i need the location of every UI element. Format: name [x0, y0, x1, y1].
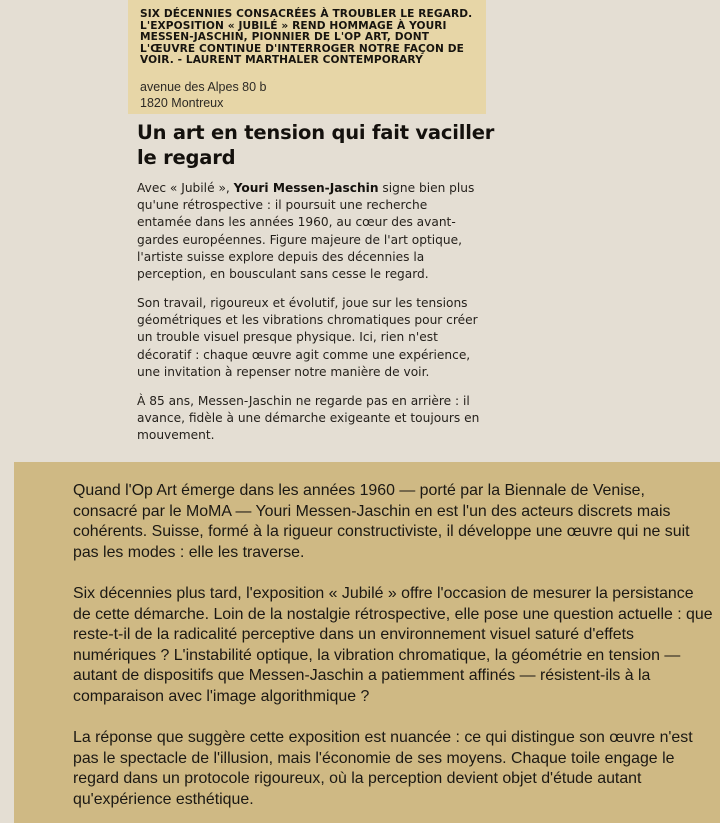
address-street: avenue des Alpes 80 b — [140, 80, 267, 94]
p1-rest: signe bien plus qu'une rétrospective : il poursuit une recherche entamée dans les années 1960, au cœur des avant-gardes européennes. Figure majeure de l'art optique, l'artiste suisse explore depuis des décennies la perception, en bousculant sans cesse le regard. — [137, 181, 475, 282]
article-paragraph-1 — [137, 180, 482, 283]
p1-prefix: Avec « Jubilé », — [137, 181, 234, 195]
address-city: 1820 Montreux — [140, 96, 224, 110]
artist-name: Youri Messen-Jaschin — [233, 181, 379, 195]
gallery-address — [140, 79, 267, 111]
article-paragraph-3: À 85 ans, Messen-Jaschin ne regarde pas en arrière : il avance, fidèle à une démarche exigeante et toujours en mouvement. — [137, 394, 480, 443]
lower-paragraph-3: La réponse que suggère cette exposition est nuancée : ce qui distingue son œuvre n'est pas le spectacle de l'illusion, mais l'économie de ses moyens. Chaque toile engage le regard dans un protocole rigoureux, où la perception devient objet d'étude autant qu'expérience esthétique. — [73, 729, 693, 808]
lower-paragraph-2: Six décennies plus tard, l'exposition « Jubilé » offre l'occasion de mesurer la persistance de cette démarche. Loin de la nostalgie rétrospective, elle pose une question actuelle : que reste-t-il de la radicalité perceptive dans un environnement visuel saturé d'effets numériques ? L'instabilité optique, la vibration chromatique, la géométrie en tension — autant de dispositifs que Messen-Jaschin a patiemment affinés — résistent-ils à la comparaison avec l'image algorithmique ? — [73, 585, 713, 705]
lower-paragraph-1: Quand l'Op Art émerge dans les années 1960 — porté par la Biennale de Venise, consacré par le MoMA — Youri Messen-Jaschin en est l'un des acteurs discrets mais cohérents. Suisse, formé à la rigueur constructiviste, il développe une œuvre qui ne suit pas les modes : elle les traverse. — [73, 482, 690, 561]
exhibition-summary: SIX DÉCENNIES CONSACRÉES À TROUBLER LE REGARD. L'EXPOSITION « JUBILÉ » REND HOMMAGE À YOURI MESSEN-JASCHIN, PIONNIER DE L'OP ART, DONT L'ŒUVRE CONTINUE D'INTERROGER NOTRE FAÇON DE VOIR. - LAURENT MARTHALER CONTEMPORARY — [140, 8, 473, 67]
article-headline: Un art en tension qui fait vaciller le regard — [137, 121, 495, 169]
article-paragraph-2: Son travail, rigoureux et évolutif, joue sur les tensions géométriques et les vibrations chromatiques pour créer un trouble visuel presque physique. Ici, rien n'est décoratif : chaque œuvre agit comme une expérience, une invitation à repenser notre manière de voir. — [137, 296, 478, 379]
